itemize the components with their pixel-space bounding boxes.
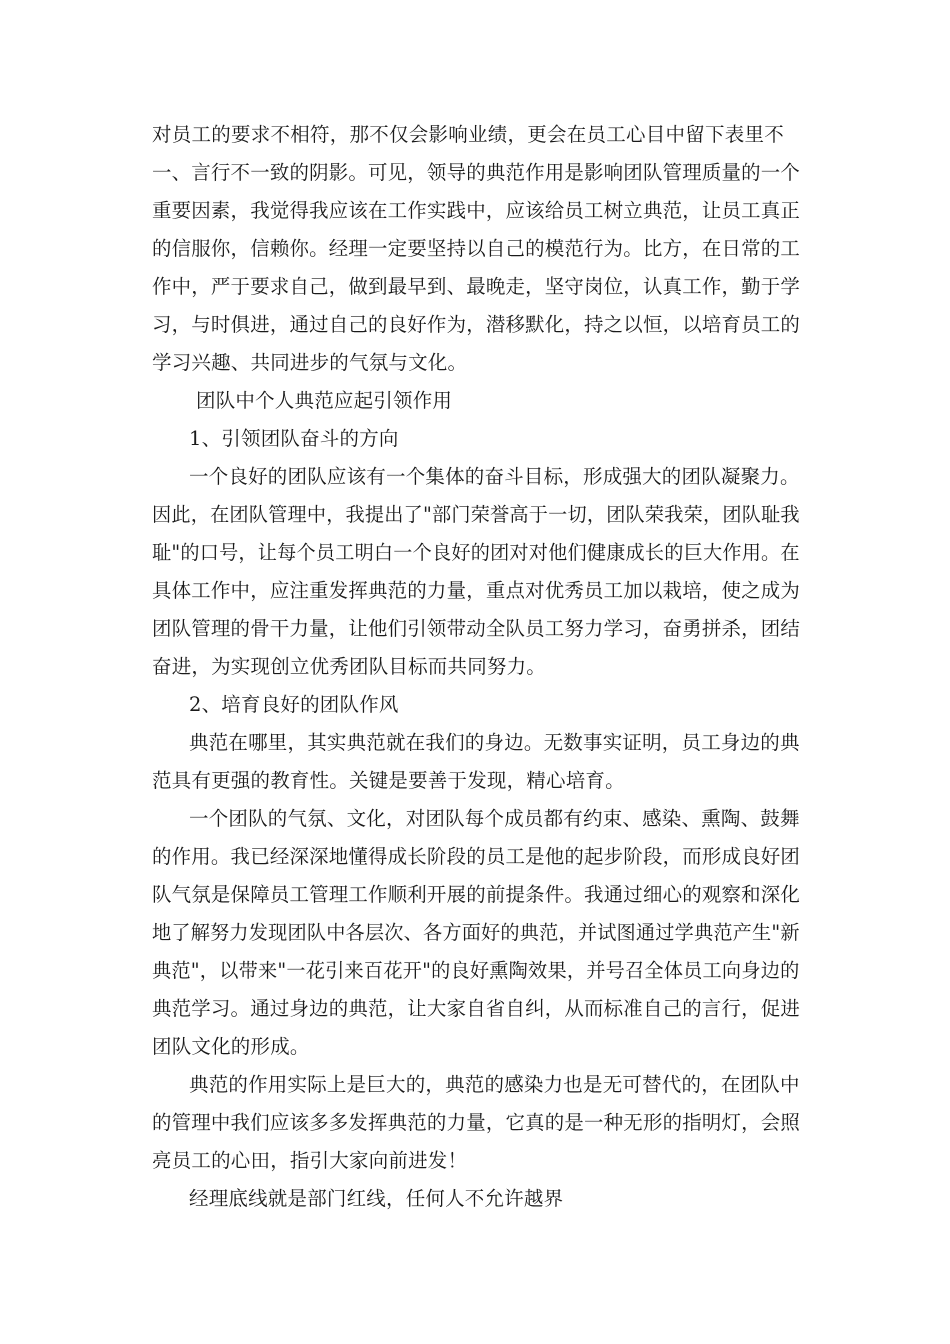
paragraph-line: 范具有更强的教育性。关键是要善于发现，精心培育。: [152, 769, 625, 792]
paragraph-line: 团队管理的骨干力量，让他们引领带动全队员工努力学习，奋勇拼杀，团结: [152, 617, 801, 640]
paragraph-line: 的管理中我们应该多多发挥典范的力量，它真的是一种无形的指明灯，会照: [152, 1111, 801, 1134]
paragraph-line: 具体工作中，应注重发挥典范的力量，重点对优秀员工加以栽培，使之成为: [152, 579, 801, 602]
paragraph-line: 重要因素，我觉得我应该在工作实践中，应该给员工树立典范，让员工真正: [152, 199, 801, 222]
paragraph-line: 一个良好的团队应该有一个集体的奋斗目标，形成强大的团队凝聚力。: [189, 465, 800, 488]
paragraph-line: 对员工的要求不相符，那不仅会影响业绩，更会在员工心目中留下表里不: [152, 123, 784, 146]
paragraph-line: 的信服你，信赖你。经理一定要坚持以自己的模范行为。比方，在日常的工: [152, 237, 801, 260]
paragraph-line: 习，与时俱进，通过自己的良好作为，潜移默化，持之以恒，以培育员工的: [152, 313, 801, 336]
subsection-heading: 2、培育良好的团队作风: [189, 693, 399, 716]
paragraph-line: 典范"，以带来"一花引来百花开"的良好熏陶效果，并号召全体员工向身边的: [152, 959, 800, 982]
subsection-heading: 1、引领团队奋斗的方向: [189, 427, 399, 450]
paragraph-line: 因此，在团队管理中，我提出了"部门荣誉高于一切，团队荣我荣，团队耻我: [152, 503, 800, 526]
section-heading: 团队中个人典范应起引领作用: [196, 389, 453, 412]
paragraph-line: 团队文化的形成。: [152, 1035, 310, 1058]
paragraph-line: 队气氛是保障员工管理工作顺利开展的前提条件。我通过细心的观察和深化: [152, 883, 801, 906]
paragraph-line: 奋进，为实现创立优秀团队目标而共同努力。: [152, 655, 547, 678]
paragraph-line: 典范的作用实际上是巨大的，典范的感染力也是无可替代的，在团队中: [189, 1073, 800, 1096]
paragraph-line: 经理底线就是部门红线，任何人不允许越界: [189, 1187, 564, 1210]
paragraph-line: 一个团队的气氛、文化，对团队每个成员都有约束、感染、熏陶、鼓舞: [189, 807, 800, 830]
paragraph-line: 典范在哪里，其实典范就在我们的身边。无数事实证明，员工身边的典: [189, 731, 800, 754]
paragraph-line: 作中，严于要求自己，做到最早到、最晚走，坚守岗位，认真工作，勤于学: [152, 275, 801, 298]
paragraph-line: 地了解努力发现团队中各层次、各方面好的典范，并试图通过学典范产生"新: [152, 921, 800, 944]
paragraph-line: 一、言行不一致的阴影。可见，领导的典范作用是影响团队管理质量的一个: [152, 161, 801, 184]
paragraph-line: 的作用。我已经深深地懂得成长阶段的员工是他的起步阶段，而形成良好团: [152, 845, 801, 868]
paragraph-line: 耻"的口号，让每个员工明白一个良好的团对对他们健康成长的巨大作用。在: [152, 541, 800, 564]
paragraph-line: 亮员工的心田，指引大家向前进发！: [152, 1149, 468, 1172]
paragraph-line: 典范学习。通过身边的典范，让大家自省自纠，从而标准自己的言行，促进: [152, 997, 801, 1020]
paragraph-line: 学习兴趣、共同进步的气氛与文化。: [152, 351, 468, 374]
